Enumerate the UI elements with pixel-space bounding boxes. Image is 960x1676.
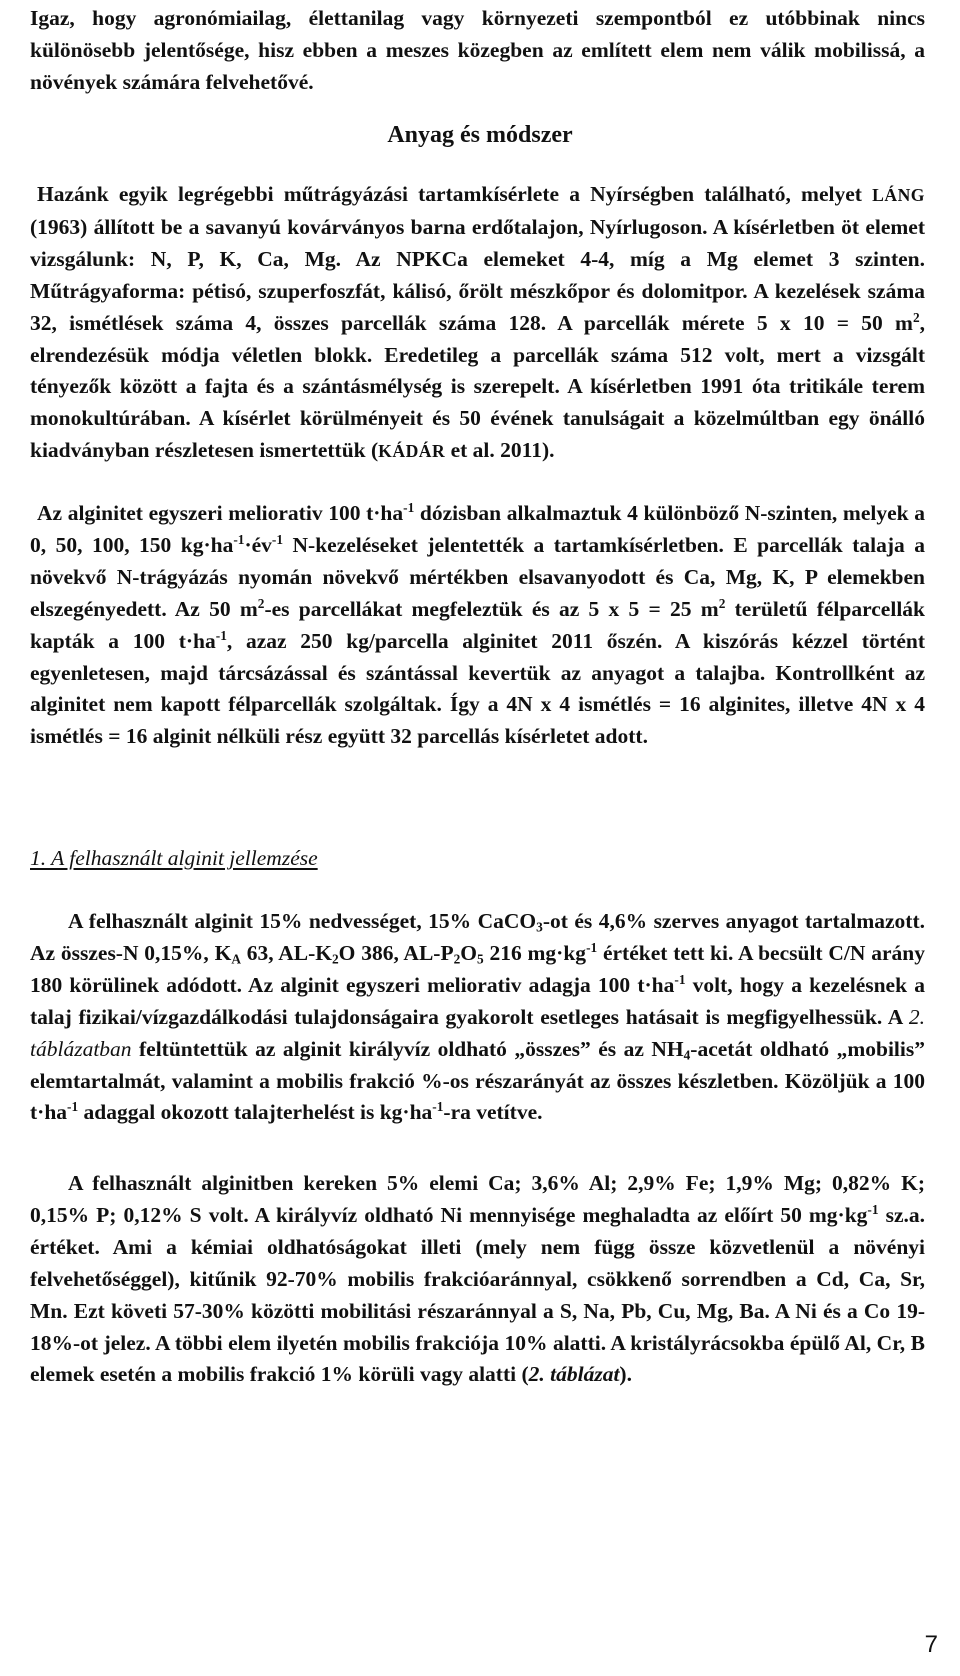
- author-citation: LÁNG: [872, 185, 925, 205]
- intro-paragraph: Igaz, hogy agronómiailag, élettanilag vagy környezeti szempontból ez utóbbinak nincs különösebb jelentősége, hisz ebben a meszes közegben az említett elem nem válik mobilissá, a növények számára felvehetővé.: [30, 6, 925, 94]
- methods-paragraph-2: Az alginitet egyszeri meliorativ 100 $t\cdot ha^{-1}$ dózisban alkalmaztuk 4 különböző N-szinten, melyek a 0, 50, 100, 150 $kg\cdot ha^{-1}\cdot év^{-1}$ N-kezeléseket jelentették a tartamkísérletben. E parcellák talaja a növekvő N-trágyázás nyomán növekvő mértékben elsavanyodott és Ca, Mg, K, P elemekben elszegényedett. Az 50 $m^2-es$ parcellákat megfeleztük és az 5 x 5 = 25 $m^2$ területű félparcellák kapták a 100 $t\cdot ha^{-1}$, azaz 250 kg/parcella alginitet 2011 őszén. A kiszórás kézzel történt egyenletesen, majd tárcsázással és szántással kevertük az anyagot a talajba. Kontrollként az alginitet nem kapott félparcellák szolgáltak. Így a 4N x 4 ismétlés = 16 alginites, illetve 4N x 4 ismétlés = 16 alginit nélküli rész együtt 32 parcellás kísérletet adott.: [30, 499, 925, 749]
- section-1-paragraph-1: A felhasznált alginit 15% nedvességet, 15% CaCO$_3$-ot és 4,6% szerves anyagot tartalmazott. Az összes-N 0,15%, $K_A$ 63, $AL-K_2O$ 386, $AL-P_2O_5$ 216 $mg\cdot kg^{-1}$ értéket tett ki. A becsült C/N arány 180 körülinek adódott. Az alginit egyszeri meliorativ adagja 100 $t\cdot ha^{-1}$ volt, hogy a kezelésnek a talaj fizikai/vízgazdálkodási tulajdonságaira gyakorolt esetleges hatásait is megfigyelhessük. A 2. táblázatban feltüntettük az alginit királyvíz oldható „összes” és az $NH_4$-acetát oldható „mobilis” elemtartalmát, valamint a mobilis frakció %-os részarányát az összes készletben. Közöljük a 100 $t\cdot ha^{-1}$ adaggal okozott talajterhelést is $kg\cdot ha^{-1}-ra$ vetítve.: [30, 909, 925, 1125]
- methods-paragraph-1: Hazánk egyik legrégebbi műtrágyázási tartamkísérlete a Nyírségben található, melyet LÁNG (1963) állított be a savanyú kovárványos barna erdőtalajon, Nyírlugoson. A kísérletben öt elemet vizsgálunk: N, P, K, Ca, Mg. Az NPKCa elemeket 4-4, míg a Mg elemet 3 szinten. Műtrágyaforma: pétisó, szuperfoszfát, kálisó, őrölt mészkőpor és dolomitpor. A kezelések száma 32, ismétlések száma 4, összes parcellák száma 128. A parcellák mérete 5 x 10 = 50 $m^2$, elrendezésük módja véletlen blokk. Eredetileg a parcellák száma 512 volt, mert a vizsgált tényezők között a fajta és a szántásmélység is szerepelt. A kísérletben 1991 óta tritikále terem monokultúrában. A kísérlet körülményeit és 50 évének tanulságait a közelmúltban egy önálló kiadványban részletesen ismertettük (KÁDÁR et al. 2011).: [30, 182, 925, 463]
- section-1-paragraph-2: A felhasznált alginitben kereken 5% elemi Ca; 3,6% Al; 2,9% Fe; 1,9% Mg; 0,82% K; 0,15% P; 0,12% S volt. A királyvíz oldható Ni mennyisége meghaladta az előírt 50 $mg\cdot kg^{-1}$ sz.a. értéket. Ami a kémiai oldhatóságokat illeti (mely nem függ össze közvetlenül a növényi felvehetőséggel), kitűnik 92-70% mobilis frakcióaránnyal, csökkenő sorrendben a Cd, Ca, Sr, Mn. Ezt követi 57-30% közötti mobilitási részaránnyal a S, Na, Pb, Cu, Mg, Ba. A Ni és a Co 19-18%-ot jelez. A többi elem ilyetén mobilis frakciója 10% alatti. A kristályrácsokba épülő Al, Cr, B elemek esetén a mobilis frakció 1% körüli vagy alatti (2. táblázat).: [30, 1171, 925, 1387]
- page-number: 7: [924, 1631, 938, 1658]
- section-1-title: 1. A felhasznált alginit jellemzése: [30, 846, 318, 870]
- author-citation: KÁDÁR: [378, 441, 446, 462]
- table-reference: 2. táblázat: [528, 1362, 620, 1387]
- table-reference: 2. táblázatban: [30, 1004, 925, 1061]
- methods-heading: Anyag és módszer: [387, 122, 573, 148]
